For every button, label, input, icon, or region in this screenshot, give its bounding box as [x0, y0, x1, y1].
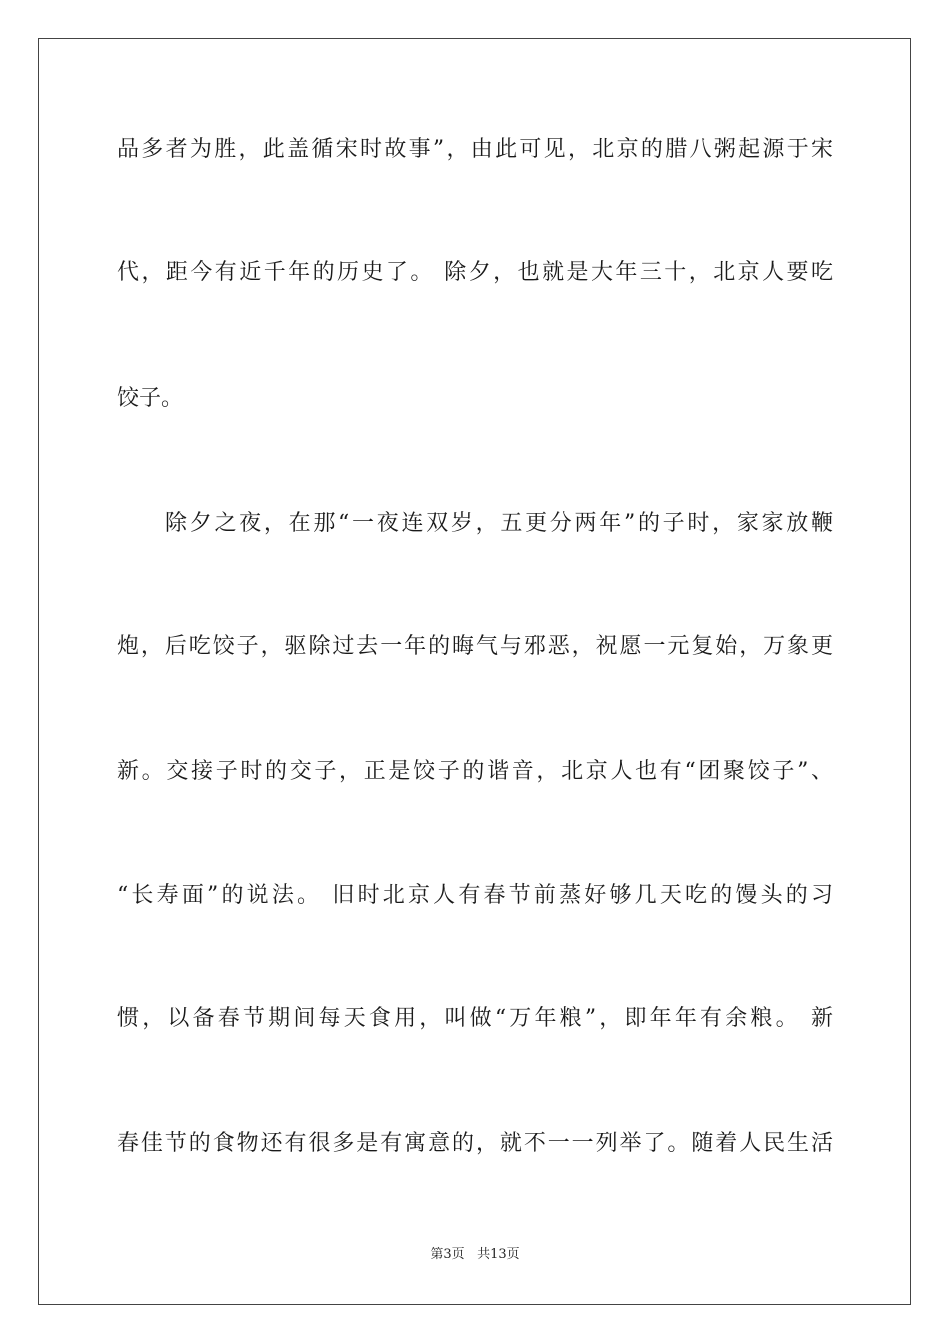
page-footer [0, 1246, 950, 1264]
text-line-4: 除夕之夜，在那“一夜连双岁，五更分两年”的子时，家家放鞭 [165, 511, 833, 536]
page-number: 第3页 [430, 1247, 465, 1262]
text-line-9: 春佳节的食物还有很多是有寓意的，就不一一列举了。随着人民生活 [117, 1131, 833, 1156]
text-line-6: 新。交接子时的交子，正是饺子的谐音，北京人也有“团聚饺子”、 [117, 759, 833, 784]
text-line-7: “长寿面”的说法。 旧时北京人有春节前蒸好够几天吃的馒头的习 [117, 883, 833, 908]
text-line-2: 代，距今有近千年的历史了。 除夕，也就是大年三十，北京人要吃 [117, 260, 833, 285]
page-total: 共13页 [477, 1247, 520, 1262]
text-line-8: 惯，以备春节期间每天食用，叫做“万年粮”，即年年有余粮。 新 [117, 1006, 833, 1031]
text-line-5: 炮，后吃饺子，驱除过去一年的晦气与邪恶，祝愿一元复始，万象更 [117, 634, 833, 659]
text-line-3: 饺子。 [117, 386, 184, 411]
text-line-1: 品多者为胜，此盖循宋时故事”，由此可见，北京的腊八粥起源于宋 [117, 137, 833, 162]
page-border [38, 38, 911, 1305]
